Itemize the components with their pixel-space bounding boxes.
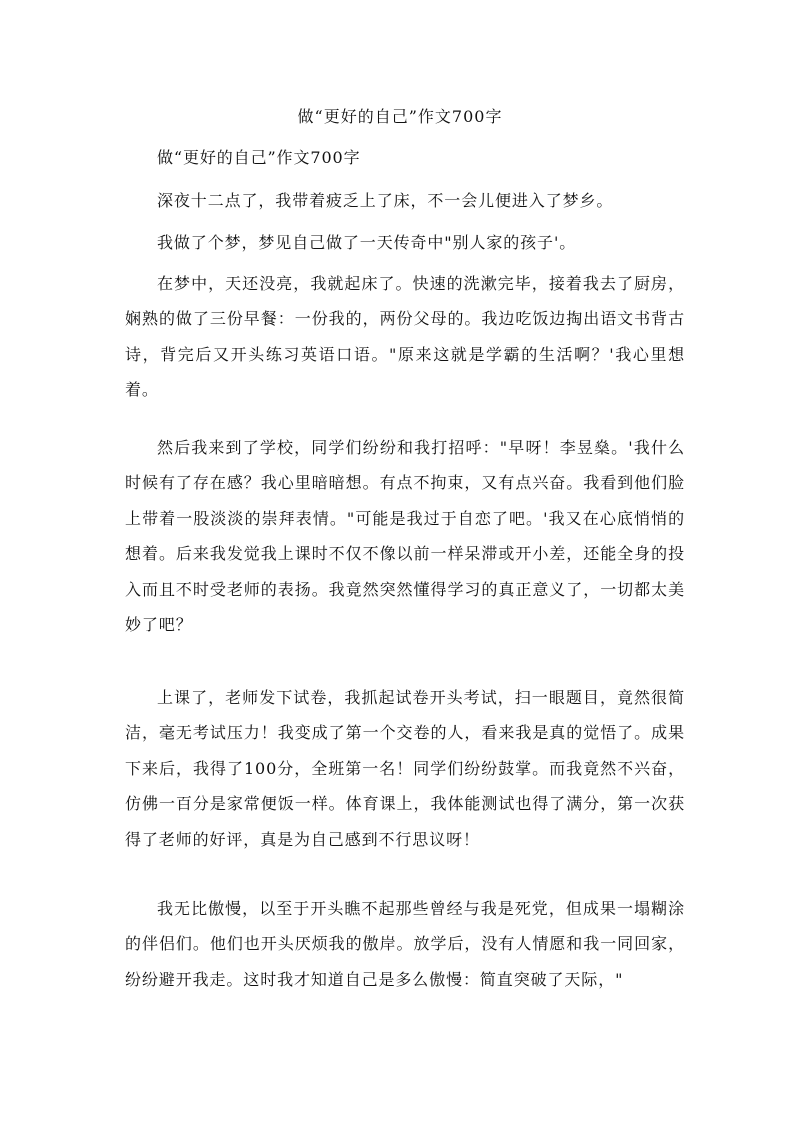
- paragraph-5: 上课了，老师发下试卷，我抓起试卷开头考试，扫一眼题目，竟然很简洁，毫无考试压力！我变成了第一个交卷的人，看来我是真的觉悟了。成果下来后，我得了100分，全班第一名！同学们纷纷鼓掌。而我竟然不兴奋，仿佛一百分是家常便饭一样。体育课上，我体能测试也得了满分，第一次获得了老师的好评，真是为自己感到不行思议呀！: [125, 688, 685, 849]
- paragraph-2: 我做了个梦，梦见自己做了一天传奇中"别人家的孩子'。: [157, 233, 577, 252]
- paragraph-subtitle: 做“更好的自己”作文700字: [157, 148, 361, 167]
- paragraph-3: 在梦中，天还没亮，我就起床了。快速的洗漱完毕，接着我去了厨房，娴熟的做了三份早餐：一份我的，两份父母的。我边吃饭边掏出语文书背古诗，背完后又开头练习英语口语。"原来这就是学霸的生活啊？'我心里想着。: [125, 274, 685, 400]
- document-title: 做“更好的自己”作文700字: [297, 107, 503, 126]
- paragraph-6: 我无比傲慢，以至于开头瞧不起那些曾经与我是死党，但成果一塌糊涂的伴侣们。他们也开头厌烦我的傲岸。放学后，没有人情愿和我一同回家，纷纷避开我走。这时我才知道自己是多么傲慢：简直突破了天际，": [125, 899, 685, 989]
- paragraph-4: 然后我来到了学校，同学们纷纷和我打招呼："早呀！李昱燊。'我什么时候有了存在感？我心里暗暗想。有点不拘束，又有点兴奋。我看到他们脸上带着一股淡淡的崇拜表情。"可能是我过于自恋了吧。'我又在心底悄悄的想着。后来我发觉我上课时不仅不像以前一样呆滞或开小差，还能全身的投入而且不时受老师的表扬。我竟然突然懂得学习的真正意义了，一切都太美妙了吧？: [125, 438, 685, 635]
- paragraph-1: 深夜十二点了，我带着疲乏上了床，不一会儿便进入了梦乡。: [157, 191, 614, 210]
